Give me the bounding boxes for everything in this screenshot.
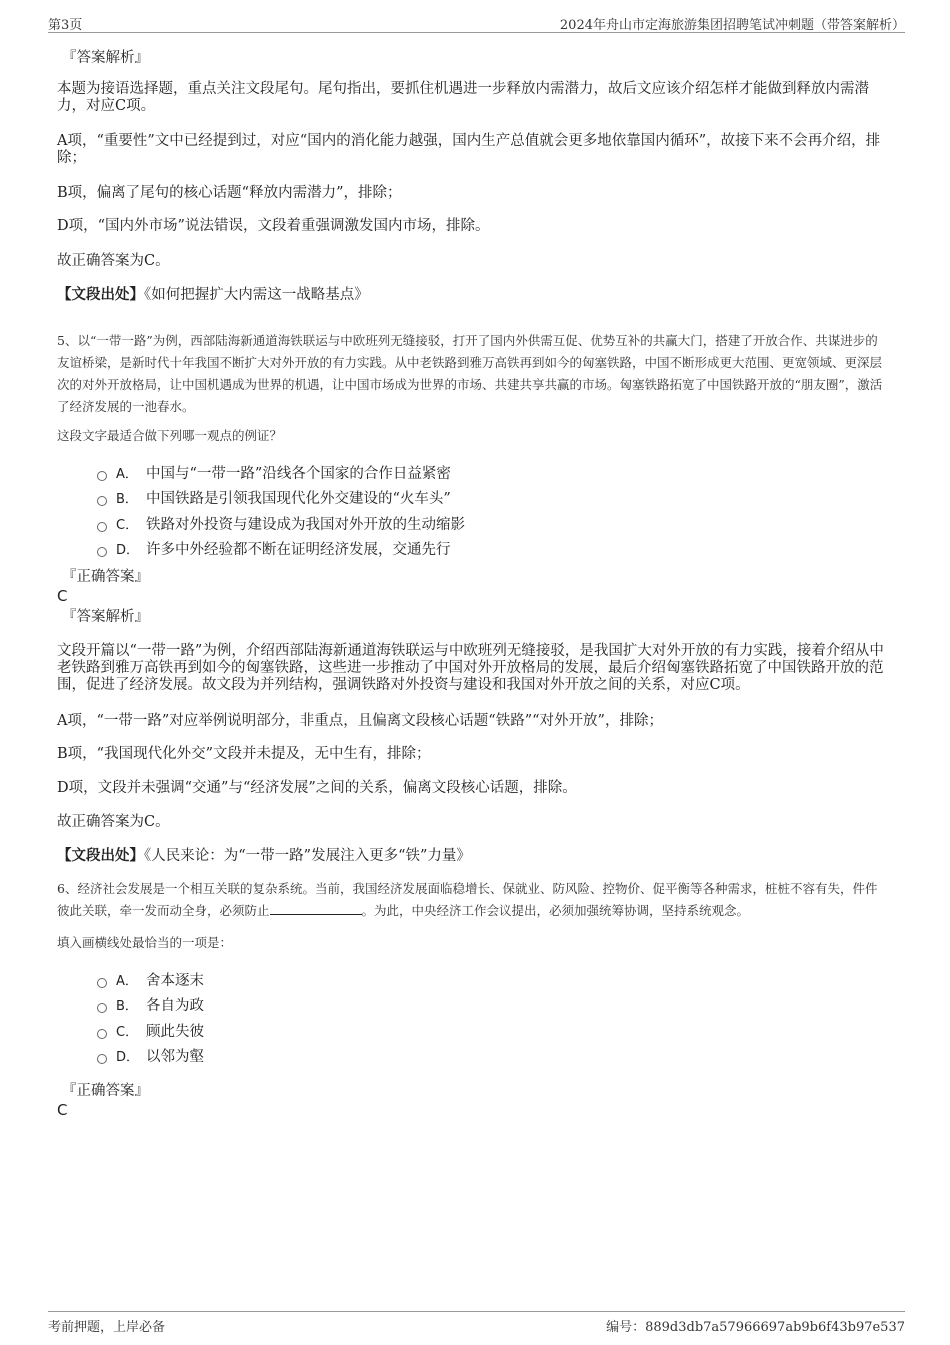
analysis-option-b: B项，“我国现代化外交”文段并未提及，无中生有，排除；	[57, 746, 431, 762]
option-c[interactable]: C． 铁路对外投资与建设成为我国对外开放的生动缩影	[97, 516, 465, 534]
question-5-stem: 5、以“一带一路”为例，西部陆海新通道海铁联运与中欧班列无缝接驳，打开了国内外供需互促、优势互补的共赢大门，搭建了开放合作、共谋进步的友谊桥梁，是新时代十年我国不断扩大对外开放的有力实践。从中老铁路到雅万高铁再到如今的匈塞铁路，中国不断形成更大范围、更宽领域、更深层次的对外开放格局，让中国机遇成为世界的机遇，让中国市场成为世界的市场、共建共享共赢的市场。匈塞铁路拓宽了中国铁路开放的“朋友圈”，激活了经济发展的一池春水。	[57, 333, 883, 414]
analysis-option-a: A项，“重要性”文中已经提到过，对应“国内的消化能力越强，国内生产总值就会更多地依靠国内循环”，故接下来不会再介绍，排除；	[57, 133, 881, 166]
option-b[interactable]: B． 中国铁路是引领我国现代化外交建设的“火车头”	[97, 490, 451, 508]
analysis-label: 『答案解析』	[62, 609, 149, 625]
analysis-option-d: D项，文段并未强调“交通”与“经济发展”之间的关系，偏离文段核心话题，排除。	[57, 780, 577, 796]
option-d[interactable]: D． 许多中外经验都不断在证明经济发展，交通先行	[97, 541, 451, 559]
correct-answer: C	[57, 1101, 68, 1119]
analysis-option-b: B项，偏离了尾句的核心话题“释放内需潜力”，排除；	[57, 185, 402, 201]
conclusion: 故正确答案为C。	[57, 253, 170, 269]
option-b[interactable]: B． 各自为政	[97, 997, 204, 1015]
document-code: 编号：889d3db7a57966697ab9b6f43b97e537	[606, 1320, 905, 1335]
radio-icon[interactable]	[97, 496, 107, 506]
question-5-prompt: 这段文字最适合做下列哪一观点的例证？	[57, 428, 283, 443]
analysis-paragraph: 本题为接语选择题，重点关注文段尾句。尾句指出，要抓住机遇进一步释放内需潜力，故后文应该介绍怎样才能做到释放内需潜力，对应C项。	[57, 81, 869, 114]
question-6-stem: 6、经济社会发展是一个相互关联的复杂系统。当前，我国经济发展面临稳增长、保就业、防风险、控物价、促平衡等各种需求，桩桩不容有失，件件彼此关联，牵一发而动全身，必须防止 。为此，中央经济工作会议提出，必须加强统筹协调，坚持系统观念。	[57, 881, 878, 918]
radio-icon[interactable]	[97, 471, 107, 481]
analysis-option-a: A项，“一带一路”对应举例说明部分，非重点，且偏离文段核心话题“铁路”“对外开放”，排除；	[57, 713, 663, 729]
analysis-paragraph: 文段开篇以“一带一路”为例，介绍西部陆海新通道海铁联运与中欧班列无缝接驳，是我国扩大对外开放的有力实践，接着介绍从中老铁路到雅万高铁再到如今的匈塞铁路，这些进一步推动了中国对外开放格局的发展，最后介绍匈塞铁路拓宽了中国铁路开放的范围，促进了经济发展。故文段为并列结构，强调铁路对外投资与建设和我国对外开放之间的关系，对应C项。	[57, 643, 884, 693]
source-line	[57, 286, 887, 304]
page-footer	[48, 1311, 905, 1335]
correct-answer: C	[57, 587, 68, 605]
source-label: 【文段出处】	[57, 847, 144, 864]
question-6-prompt: 填入画横线处最恰当的一项是：	[57, 935, 233, 950]
source-title: 《如何把握扩大内需这一战略基点》	[144, 287, 369, 303]
page-header	[48, 14, 905, 33]
option-a[interactable]: A． 舍本逐末	[97, 972, 204, 990]
source-line	[57, 847, 887, 865]
fill-blank	[270, 902, 362, 915]
source-label: 【文段出处】	[57, 286, 144, 303]
page-number: 第3页	[48, 18, 83, 33]
radio-icon[interactable]	[97, 1003, 107, 1013]
document-title: 2024年舟山市定海旅游集团招聘笔试冲刺题（带答案解析）	[559, 18, 905, 33]
radio-icon[interactable]	[97, 1054, 107, 1064]
radio-icon[interactable]	[97, 547, 107, 557]
analysis-option-d: D项，“国内外市场”说法错误，文段着重强调激发国内市场，排除。	[57, 218, 490, 234]
source-title: 《人民来论：为“一带一路”发展注入更多“铁”力量》	[144, 848, 471, 864]
analysis-label: 『答案解析』	[62, 50, 149, 66]
correct-answer-label: 『正确答案』	[62, 569, 149, 585]
radio-icon[interactable]	[97, 1029, 107, 1039]
option-a[interactable]: A． 中国与“一带一路”沿线各个国家的合作日益紧密	[97, 465, 451, 483]
footer-slogan: 考前押题，上岸必备	[48, 1320, 166, 1335]
conclusion: 故正确答案为C。	[57, 814, 170, 830]
radio-icon[interactable]	[97, 978, 107, 988]
option-d[interactable]: D． 以邻为壑	[97, 1048, 204, 1066]
correct-answer-label: 『正确答案』	[62, 1083, 149, 1099]
option-c[interactable]: C． 顾此失彼	[97, 1023, 204, 1041]
radio-icon[interactable]	[97, 522, 107, 532]
